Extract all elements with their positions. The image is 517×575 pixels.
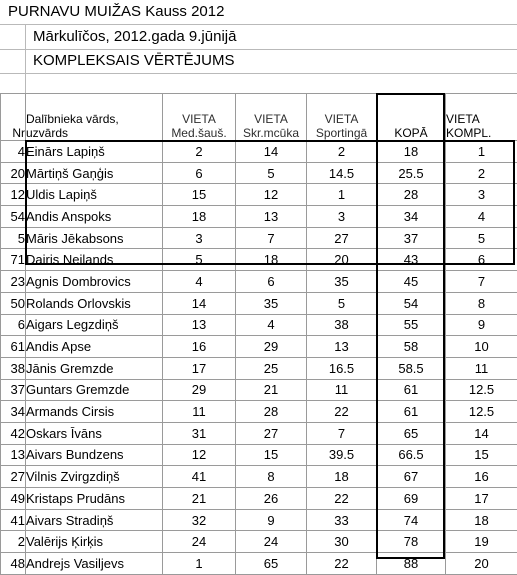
cell-name: Agnis Dombrovics <box>26 271 163 293</box>
cell-nr: 61 <box>1 336 26 358</box>
cell-vieta-sporting: 1 <box>307 184 377 206</box>
cell-vieta-med: 4 <box>163 271 236 293</box>
cell-name: Aivars Stradiņš <box>26 509 163 531</box>
cell-nr: 27 <box>1 466 26 488</box>
table-row <box>1 401 517 423</box>
table-row <box>1 227 517 249</box>
cell-vieta-skr: 9 <box>236 509 307 531</box>
cell-vieta-sporting: 38 <box>307 314 377 336</box>
cell-vieta-skr: 65 <box>236 553 307 575</box>
table-row <box>1 336 517 358</box>
cell-vieta-sporting: 30 <box>307 531 377 553</box>
cell-nr: 13 <box>1 444 26 466</box>
cell-vieta-kompl: 6 <box>446 249 517 271</box>
cell-vieta-sporting: 3 <box>307 206 377 228</box>
table-row <box>1 466 517 488</box>
results-table <box>0 93 517 575</box>
cell-name: Andis Anspoks <box>26 206 163 228</box>
cell-name: Armands Cirsis <box>26 401 163 423</box>
cell-nr: 23 <box>1 271 26 293</box>
header-row-empty <box>0 73 517 94</box>
cell-nr: 71 <box>1 249 26 271</box>
cell-kopa: 55 <box>377 314 446 336</box>
cell-nr: 6 <box>1 314 26 336</box>
cell-vieta-kompl: 11 <box>446 357 517 379</box>
cell-nr: 42 <box>1 422 26 444</box>
header-row-place <box>0 24 517 50</box>
cell-vieta-kompl: 17 <box>446 488 517 510</box>
cell-kopa: 61 <box>377 401 446 423</box>
cell-vieta-sporting: 39.5 <box>307 444 377 466</box>
cell-vieta-sporting: 27 <box>307 227 377 249</box>
cell-vieta-skr: 12 <box>236 184 307 206</box>
cell-vieta-skr: 18 <box>236 249 307 271</box>
cell-vieta-skr: 6 <box>236 271 307 293</box>
cell-vieta-skr: 13 <box>236 206 307 228</box>
table-row <box>1 314 517 336</box>
table-row <box>1 292 517 314</box>
cell-name: Aigars Legzdiņš <box>26 314 163 336</box>
cell-vieta-sporting: 16.5 <box>307 357 377 379</box>
cell-vieta-med: 17 <box>163 357 236 379</box>
cell-vieta-kompl: 20 <box>446 553 517 575</box>
cell-vieta-sporting: 22 <box>307 553 377 575</box>
cell-vieta-kompl: 7 <box>446 271 517 293</box>
cell-kopa: 45 <box>377 271 446 293</box>
table-row <box>1 141 517 163</box>
cell-vieta-kompl: 14 <box>446 422 517 444</box>
cell-vieta-kompl: 19 <box>446 531 517 553</box>
cell-vieta-med: 5 <box>163 249 236 271</box>
cell-name: Dairis Neilands <box>26 249 163 271</box>
cell-vieta-kompl: 5 <box>446 227 517 249</box>
cell-name: Māris Jēkabsons <box>26 227 163 249</box>
cell-kopa: 69 <box>377 488 446 510</box>
cell-vieta-kompl: 1 <box>446 141 517 163</box>
cell-vieta-kompl: 3 <box>446 184 517 206</box>
cell-vieta-sporting: 11 <box>307 379 377 401</box>
cell-name: Andis Apse <box>26 336 163 358</box>
cell-nr: 41 <box>1 509 26 531</box>
table-row <box>1 357 517 379</box>
cell-vieta-med: 3 <box>163 227 236 249</box>
cell-kopa: 66.5 <box>377 444 446 466</box>
cell-vieta-med: 21 <box>163 488 236 510</box>
cell-vieta-skr: 27 <box>236 422 307 444</box>
cell-name: Vilnis Zvirgzdiņš <box>26 466 163 488</box>
cell-vieta-kompl: 18 <box>446 509 517 531</box>
cell-kopa: 88 <box>377 553 446 575</box>
cell-vieta-med: 6 <box>163 162 236 184</box>
table-row <box>1 206 517 228</box>
cell-vieta-kompl: 4 <box>446 206 517 228</box>
cell-kopa: 37 <box>377 227 446 249</box>
column-header-kopa: KOPĀ <box>377 94 446 141</box>
table-row <box>1 249 517 271</box>
cell-kopa: 65 <box>377 422 446 444</box>
cell-vieta-sporting: 33 <box>307 509 377 531</box>
cell-kopa: 34 <box>377 206 446 228</box>
table-row <box>1 553 517 575</box>
cell-vieta-med: 15 <box>163 184 236 206</box>
column-header-vieta-sporting: VIETA Sportingā <box>307 94 377 141</box>
cell-vieta-skr: 25 <box>236 357 307 379</box>
cell-vieta-med: 2 <box>163 141 236 163</box>
cell-vieta-med: 14 <box>163 292 236 314</box>
cell-vieta-med: 16 <box>163 336 236 358</box>
cell-vieta-skr: 29 <box>236 336 307 358</box>
cell-kopa: 67 <box>377 466 446 488</box>
cell-vieta-kompl: 10 <box>446 336 517 358</box>
cell-vieta-skr: 4 <box>236 314 307 336</box>
column-header-name: Dalībnieka vārds, uzvārds <box>26 94 163 141</box>
cell-kopa: 78 <box>377 531 446 553</box>
table-row <box>1 271 517 293</box>
cell-nr: 34 <box>1 401 26 423</box>
cell-name: Einārs Lapiņš <box>26 141 163 163</box>
cell-vieta-sporting: 2 <box>307 141 377 163</box>
cell-kopa: 18 <box>377 141 446 163</box>
cell-vieta-kompl: 9 <box>446 314 517 336</box>
cell-vieta-skr: 15 <box>236 444 307 466</box>
table-row <box>1 488 517 510</box>
column-header-vieta-skr: VIETA Skr.mcūka <box>236 94 307 141</box>
cell-vieta-med: 29 <box>163 379 236 401</box>
cell-vieta-sporting: 7 <box>307 422 377 444</box>
cell-vieta-sporting: 22 <box>307 488 377 510</box>
cell-nr: 37 <box>1 379 26 401</box>
cell-vieta-sporting: 18 <box>307 466 377 488</box>
table-row <box>1 422 517 444</box>
cell-vieta-med: 31 <box>163 422 236 444</box>
page-subtitle: KOMPLEKSAIS VĒRTĒJUMS <box>33 52 234 69</box>
table-body <box>1 141 517 575</box>
cell-vieta-skr: 26 <box>236 488 307 510</box>
cell-vieta-med: 18 <box>163 206 236 228</box>
table-row <box>1 162 517 184</box>
table-row <box>1 444 517 466</box>
cell-kopa: 58.5 <box>377 357 446 379</box>
cell-nr: 50 <box>1 292 26 314</box>
cell-name: Guntars Gremzde <box>26 379 163 401</box>
cell-vieta-kompl: 8 <box>446 292 517 314</box>
table-header-row <box>1 94 517 141</box>
cell-vieta-sporting: 13 <box>307 336 377 358</box>
cell-nr: 12 <box>1 184 26 206</box>
cell-name: Jānis Gremzde <box>26 357 163 379</box>
cell-vieta-med: 32 <box>163 509 236 531</box>
table-row <box>1 184 517 206</box>
cell-kopa: 25.5 <box>377 162 446 184</box>
cell-vieta-sporting: 14.5 <box>307 162 377 184</box>
cell-vieta-skr: 21 <box>236 379 307 401</box>
cell-vieta-med: 1 <box>163 553 236 575</box>
cell-vieta-med: 12 <box>163 444 236 466</box>
cell-vieta-sporting: 5 <box>307 292 377 314</box>
cell-name: Mārtiņš Gaņģis <box>26 162 163 184</box>
column-header-vieta-med: VIETA Med.šauš. <box>163 94 236 141</box>
cell-kopa: 61 <box>377 379 446 401</box>
cell-kopa: 43 <box>377 249 446 271</box>
cell-vieta-med: 13 <box>163 314 236 336</box>
cell-name: Uldis Lapiņš <box>26 184 163 206</box>
cell-vieta-skr: 28 <box>236 401 307 423</box>
cell-vieta-skr: 5 <box>236 162 307 184</box>
cell-vieta-kompl: 12.5 <box>446 379 517 401</box>
cell-vieta-skr: 14 <box>236 141 307 163</box>
cell-name: Rolands Orlovskis <box>26 292 163 314</box>
cell-name: Valērijs Ķirķis <box>26 531 163 553</box>
cell-name: Kristaps Prudāns <box>26 488 163 510</box>
table-row <box>1 531 517 553</box>
cell-vieta-sporting: 22 <box>307 401 377 423</box>
cell-nr: 5 <box>1 227 26 249</box>
cell-nr: 2 <box>1 531 26 553</box>
cell-vieta-skr: 7 <box>236 227 307 249</box>
header-row-title <box>0 0 517 25</box>
page-title: PURNAVU MUIŽAS Kauss 2012 <box>8 3 224 20</box>
cell-name: Andrejs Vasiljevs <box>26 553 163 575</box>
cell-kopa: 58 <box>377 336 446 358</box>
cell-kopa: 28 <box>377 184 446 206</box>
cell-vieta-kompl: 15 <box>446 444 517 466</box>
cell-vieta-skr: 24 <box>236 531 307 553</box>
cell-vieta-med: 11 <box>163 401 236 423</box>
column-header-vieta-kompl: VIETA KOMPL. <box>446 94 517 141</box>
cell-nr: 38 <box>1 357 26 379</box>
cell-vieta-sporting: 35 <box>307 271 377 293</box>
cell-nr: 48 <box>1 553 26 575</box>
cell-vieta-med: 41 <box>163 466 236 488</box>
cell-nr: 49 <box>1 488 26 510</box>
cell-vieta-med: 24 <box>163 531 236 553</box>
table-row <box>1 379 517 401</box>
column-header-nr: Nr <box>1 94 26 141</box>
table-row <box>1 509 517 531</box>
place-date: Mārkulīčos, 2012.gada 9.jūnijā <box>33 28 236 45</box>
cell-nr: 4 <box>1 141 26 163</box>
cell-kopa: 74 <box>377 509 446 531</box>
header-row-subtitle <box>0 49 517 74</box>
cell-nr: 54 <box>1 206 26 228</box>
cell-name: Oskars Īvāns <box>26 422 163 444</box>
cell-kopa: 54 <box>377 292 446 314</box>
cell-vieta-kompl: 12.5 <box>446 401 517 423</box>
cell-vieta-sporting: 20 <box>307 249 377 271</box>
cell-name: Aivars Bundzens <box>26 444 163 466</box>
cell-vieta-kompl: 16 <box>446 466 517 488</box>
cell-nr: 20 <box>1 162 26 184</box>
cell-vieta-skr: 35 <box>236 292 307 314</box>
cell-vieta-kompl: 2 <box>446 162 517 184</box>
cell-vieta-skr: 8 <box>236 466 307 488</box>
